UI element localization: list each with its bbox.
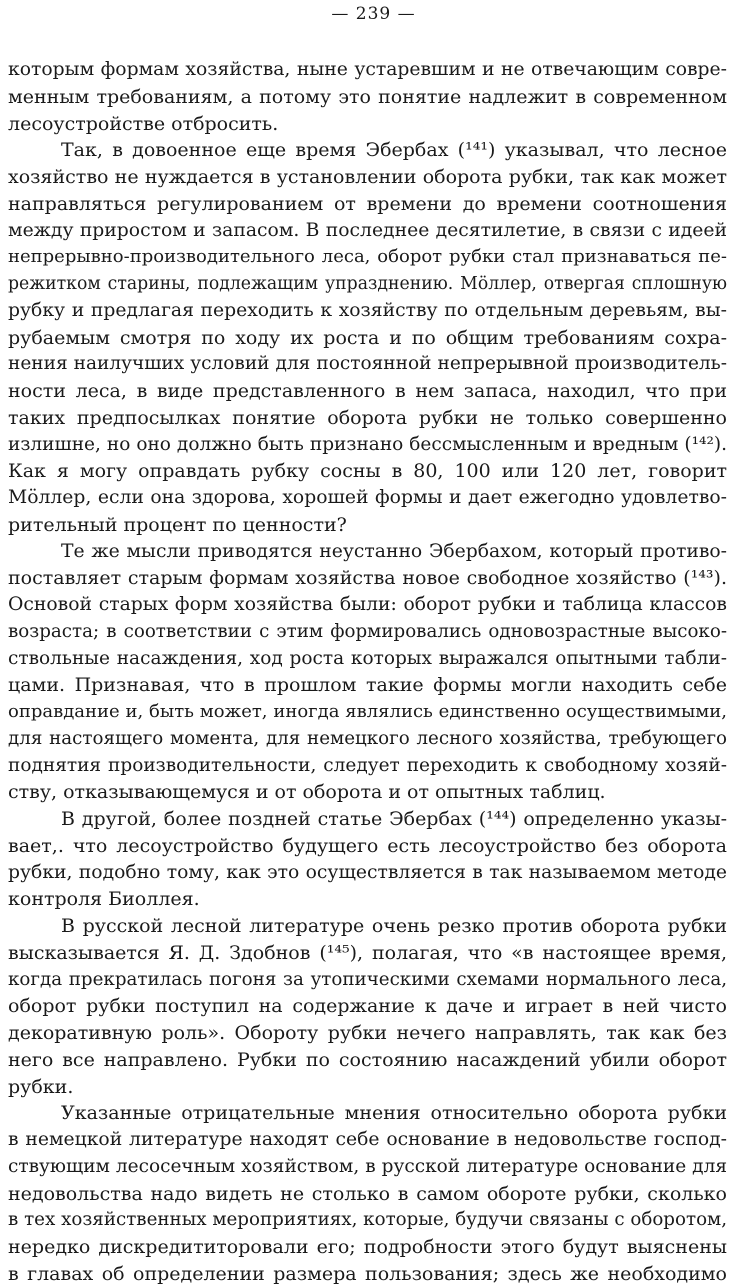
text-line: недовольства надо видеть не столько в самом обороте рубки, сколько [8,1182,727,1205]
text-line: Те же мысли приводятся неустанно Эбербахом, который противо- [61,540,727,562]
text-line: ности леса, в виде представленного в нем запаса, находил, что при [8,380,727,402]
text-line: Указанные отрицательные мнения относительно оборота рубки [61,1102,727,1125]
text-line: ствующим лесосечным хозяйством, в русской литературе основание для [8,1155,727,1177]
text-line: него все направлено. Рубки по состоянию насаждений убили оборот [8,1048,727,1071]
text-line: в немецкой литературе находят себе основание в недовольстве господ- [8,1129,727,1150]
text-line: рубки, подобно тому, как это осуществляется в так называемом методе [8,861,727,883]
text-line: ствольные насаждения, ход роста которых выражался опытными табли- [8,647,727,669]
text-line: поднятия производительности, следует переходить к свободному хозяй- [8,754,727,776]
text-line: оборот рубки поступил на содержание к даче и играет в ней чисто [8,995,727,1018]
text-line: оправдание и, быть может, иногда являлись единственно осуществимыми, [8,701,727,722]
body-text [8,57,727,1288]
text-line: направляться регулированием от времени до времени соотношения [8,192,727,215]
text-line: контроля Биоллея. [8,888,200,911]
text-line: в тех хозяйственных мероприятиях, которые, будучи связаны с оборотом, [8,1209,728,1231]
text-line: в главах об определении размера пользования; здесь же необходимо [8,1262,727,1285]
text-line: поставляет старым формам хозяйства новое свободное хозяйство (¹⁴³). [8,567,727,590]
text-line: которым формам хозяйства, ныне устаревшим и не отвечающим совре- [8,59,727,80]
text-line: рубки. [8,1075,74,1098]
text-line: Основой старых форм хозяйства были: оборот рубки и таблица классов [8,594,727,615]
text-line: Как я могу оправдать рубку сосны в 80, 100 или 120 лет, говорит [8,460,727,483]
text-line: режитком старины, подлежащим упразднению. Мöллер, отвергая сплошную [8,274,727,294]
text-line: хозяйство не нуждается в установлении оборота рубки, так как может [8,166,727,188]
text-line: рубаемым смотря по ходу их роста и по общим требованиям сохра- [8,326,727,349]
text-line: менным требованиям, а потому это понятие надлежит в современном [8,85,727,108]
text-line: рительный процент по ценности? [8,513,347,536]
text-line: когда прекратилась погоня за утопическими схемами нормального леса, [8,968,727,990]
text-line: цами. Признавая, что в прошлом такие формы могли находить себе [8,674,727,697]
text-line: таких предпосылках понятие оборота рубки не только совершенно [8,406,727,429]
text-line: Так, в довоенное еще время Эбербах (¹⁴¹) указывал, что лесное [61,139,727,162]
text-line: нения наилучших условий для постоянной непрерывной производитель- [8,353,727,375]
text-line: В другой, более поздней статье Эбербах (¹⁴⁴) определенно указы- [61,808,727,830]
text-line: Мöллер, если она здорова, хорошей формы и дает ежегодно удовлетво- [8,487,727,508]
text-line: нередко дискредититоровали его; подробности этого будут выяснены [8,1236,727,1258]
text-line: рубку и предлагая переходить к хозяйству по отдельным деревьям, вы- [8,299,727,321]
text-line: В русской лесной литературе очень резко против оборота рубки [61,915,727,937]
text-line: вает,. что лесоустройство будущего есть лесоустройство без оборота [8,834,727,857]
text-line: декоративную роль». Обороту рубки нечего направлять, так как без [8,1022,727,1044]
text-line: непрерывно-производительного леса, оборот рубки стал признаваться пе- [8,246,727,268]
text-line: высказывается Я. Д. Здобнов (¹⁴⁵), полагая, что «в настоящее время, [8,941,727,964]
text-line: лесоустройстве отбросить. [8,112,279,135]
text-line: излишне, но оно должно быть признано бессмысленным и вредным (¹⁴²). [8,433,727,455]
text-line: для настоящего момента, для немецкого лесного хозяйства, требующего [8,727,727,749]
page-number: — 239 — [331,4,416,24]
text-line: между приростом и запасом. В последнее десятилетие, в связи с идеей [8,219,727,241]
text-line: возраста; в соответствии с этим формировались одновозрастные высоко- [8,620,727,642]
text-line: ству, отказывающемуся и от оборота и от опытных таблиц. [8,781,606,804]
